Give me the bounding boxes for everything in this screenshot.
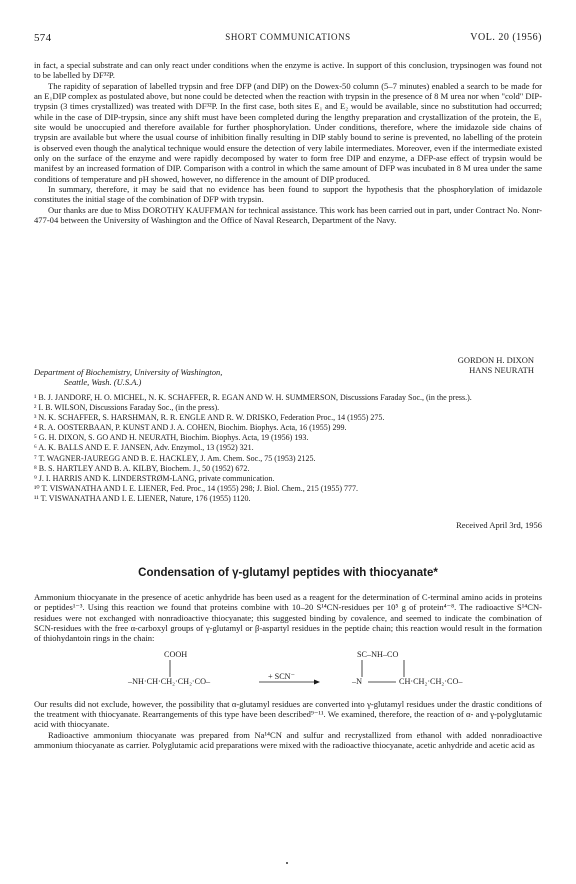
equation-left-top: COOH [164,649,188,659]
affiliation [34,367,354,388]
article2-paragraph: Our results did not exclude, however, the possibility that α-glutamyl residues are converted into γ-glutamyl residues under the drastic conditions of the treatment with thiocyanate. Rearrangements of this type have been described⁹⁻¹¹. We examined, therefore, the reaction of α- and γ-polyglutamic acid with thiocyanate. [34,698,542,730]
page-header [34,32,542,48]
reference-item: ⁵ G. H. DIXON, S. GO AND H. NEURATH, Biochim. Biophys. Acta, 19 (1956) 193. [34,433,309,443]
equation-reagent: + SCN⁻ [268,671,295,681]
equation-left-main: –NH·CH·CH₂·CH₂·CO– [128,676,211,686]
author-name: HANS NEURATH [469,365,534,376]
equation-right-n: –N [352,676,363,686]
signature-block [34,355,542,388]
article2-title: Condensation of γ-glutamyl peptides with thiocyanate* [138,567,438,579]
article2-paragraph: Radioactive ammonium thiocyanate was prepared from Na¹⁴CN and sulfur and recrystallized from ethanol with added nonradioactive ammonium thiocyanate as carrier. Polyglutamic acid preparations were mixed with the radioactive thiocyanate, acetic anhydride and acetic acid as [34,729,542,751]
reference-item: ¹⁰ T. VISWANATHA AND I. E. LIENER, Fed. Proc., 14 (1955) 298; J. Biol. Chem., 215 (1955) 777. [34,483,359,493]
equation-right-main: CH·CH₂·CH₂·CO– [399,676,463,686]
reference-list [34,393,542,504]
reference-item: ³ N. K. SCHAFFER, S. HARSHMAN, R. R. ENGLE AND R. W. DRISKO, Federation Proc., 14 (1955) 275. [34,413,385,423]
affiliation-line: Seattle, Wash. (U.S.A.) [64,377,142,388]
author-names [458,355,534,376]
page-number: 574 [34,32,52,44]
article1-paragraph: The rapidity of separation of labelled trypsin and free DFP (and DIP) on the Dowex-50 column (5–7 minutes) enabled a search to be made for an E₁DIP complex as postulated above, but none could be detected when the reaction with trypsin in the presence of 8 M urea nor when "cold" DIP-trypsin (3 times crystallized) was treated with DF³²P. In the first case, both sites E₁ and E₂ would be available, since no substitution had occurred; while in the case of DIP-trypsin, since any shift must have been completed during the lengthy preparation and crystallization of the protein, the E₁ site would be unoccupied and therefore available for further phosphorylation. Under conditions, therefore, where the imidazole side chains of trypsin are available but where the usual course of inhibition finally resulting in DIP stably bound to serine is prevented, no labelling of the protein is observed even though the analytical technique would ensure the detection of very labile intermediates. Moreover, even if the intermediate existed only on the surface of the enzyme and were rapidly decomposed by water to form free DIP and enzyme, a DFP-ase effect of trypsin would be manifest by an increased formation of DIP. Comparison with a control in which the same amount of DFP was incubated in 8 M urea under the same conditions of temperature and pH showed, however, no difference in the amount of DIP produced. [34,80,542,184]
running-head: SHORT COMMUNICATIONS [225,32,351,42]
article2-paragraph: Ammonium thiocyanate in the presence of acetic anhydride has been used as a reagent for the determination of C-terminal amino acids in proteins or peptides¹⁻³. Using this reaction we found that proteins combine with 10–20 S¹⁴CN-residues per 10⁵ g of protein⁴⁻⁸. The radioactive S¹⁴CN-residues were not exchanged with nonradioactive thiocyanate; this suggested binding by covalence, and seemed to indicate the combination of SCN-residues with the free α-carboxyl groups of γ-glutamyl or β-aspartyl residues in the peptide chain; this reaction would result in the formation of thiohydantoin rings in the chain: [34,592,542,644]
reference-item: ² I. B. WILSON, Discussions Faraday Soc., (in the press). [34,403,220,413]
reference-item: ⁸ B. S. HARTLEY AND B. A. KILBY, Biochem. J., 50 (1952) 672. [34,463,250,473]
received-date: Received April 3rd, 1956 [456,520,542,530]
affiliation-line: Department of Biochemistry, University of Washington, [34,367,223,377]
article1-body [34,60,542,226]
page-mark [286,862,288,864]
author-name: GORDON H. DIXON [457,355,534,365]
reference-item: ⁴ R. A. OOSTERBAAN, P. KUNST AND J. A. COHEN, Biochim. Biophys. Acta, 16 (1955) 299. [34,423,347,433]
reference-item: ⁷ T. WAGNER-JAUREGG AND B. E. HACKLEY, J. Am. Chem. Soc., 75 (1953) 2125. [34,453,316,463]
article2-body [34,592,542,750]
article1-paragraph: in fact, a special substrate and can only react under conditions when the enzyme is active. In support of this conclusion, trypsinogen was found not to be labelled by DF³²P. [34,60,542,81]
chemical-equation [34,647,542,697]
reference-item: ¹¹ T. VISWANATHA AND I. E. LIENER, Nature, 176 (1955) 1120. [34,493,251,503]
equation-right-top: SC–NH–CO [357,649,399,659]
article1-paragraph: In summary, therefore, it may be said that no evidence has been found to support the hypothesis that the phosphorylation of imidazole constitutes the initial stage of the combination of DFP with trypsin. [34,184,542,205]
acknowledgement-paragraph: Our thanks are due to Miss DOROTHY KAUFFMAN for technical assistance. This work has been carried out in part, under Contract No. Nonr-477-04 between the University of Washington and the Office of Naval Research, Department of the Navy. [34,204,542,226]
reference-item: ¹ B. J. JANDORF, H. O. MICHEL, N. K. SCHAFFER, R. EGAN AND W. H. SUMMERSON, Discussions Faraday Soc., (in the press.). [34,393,472,402]
volume-label: VOL. 20 (1956) [470,32,542,43]
reference-item: ⁹ J. I. HARRIS AND K. LINDERSTRØM-LANG, private communication. [34,473,275,483]
reference-item: ⁶ A. K. BALLS AND E. F. JANSEN, Adv. Enzymol., 13 (1952) 321. [34,443,254,453]
